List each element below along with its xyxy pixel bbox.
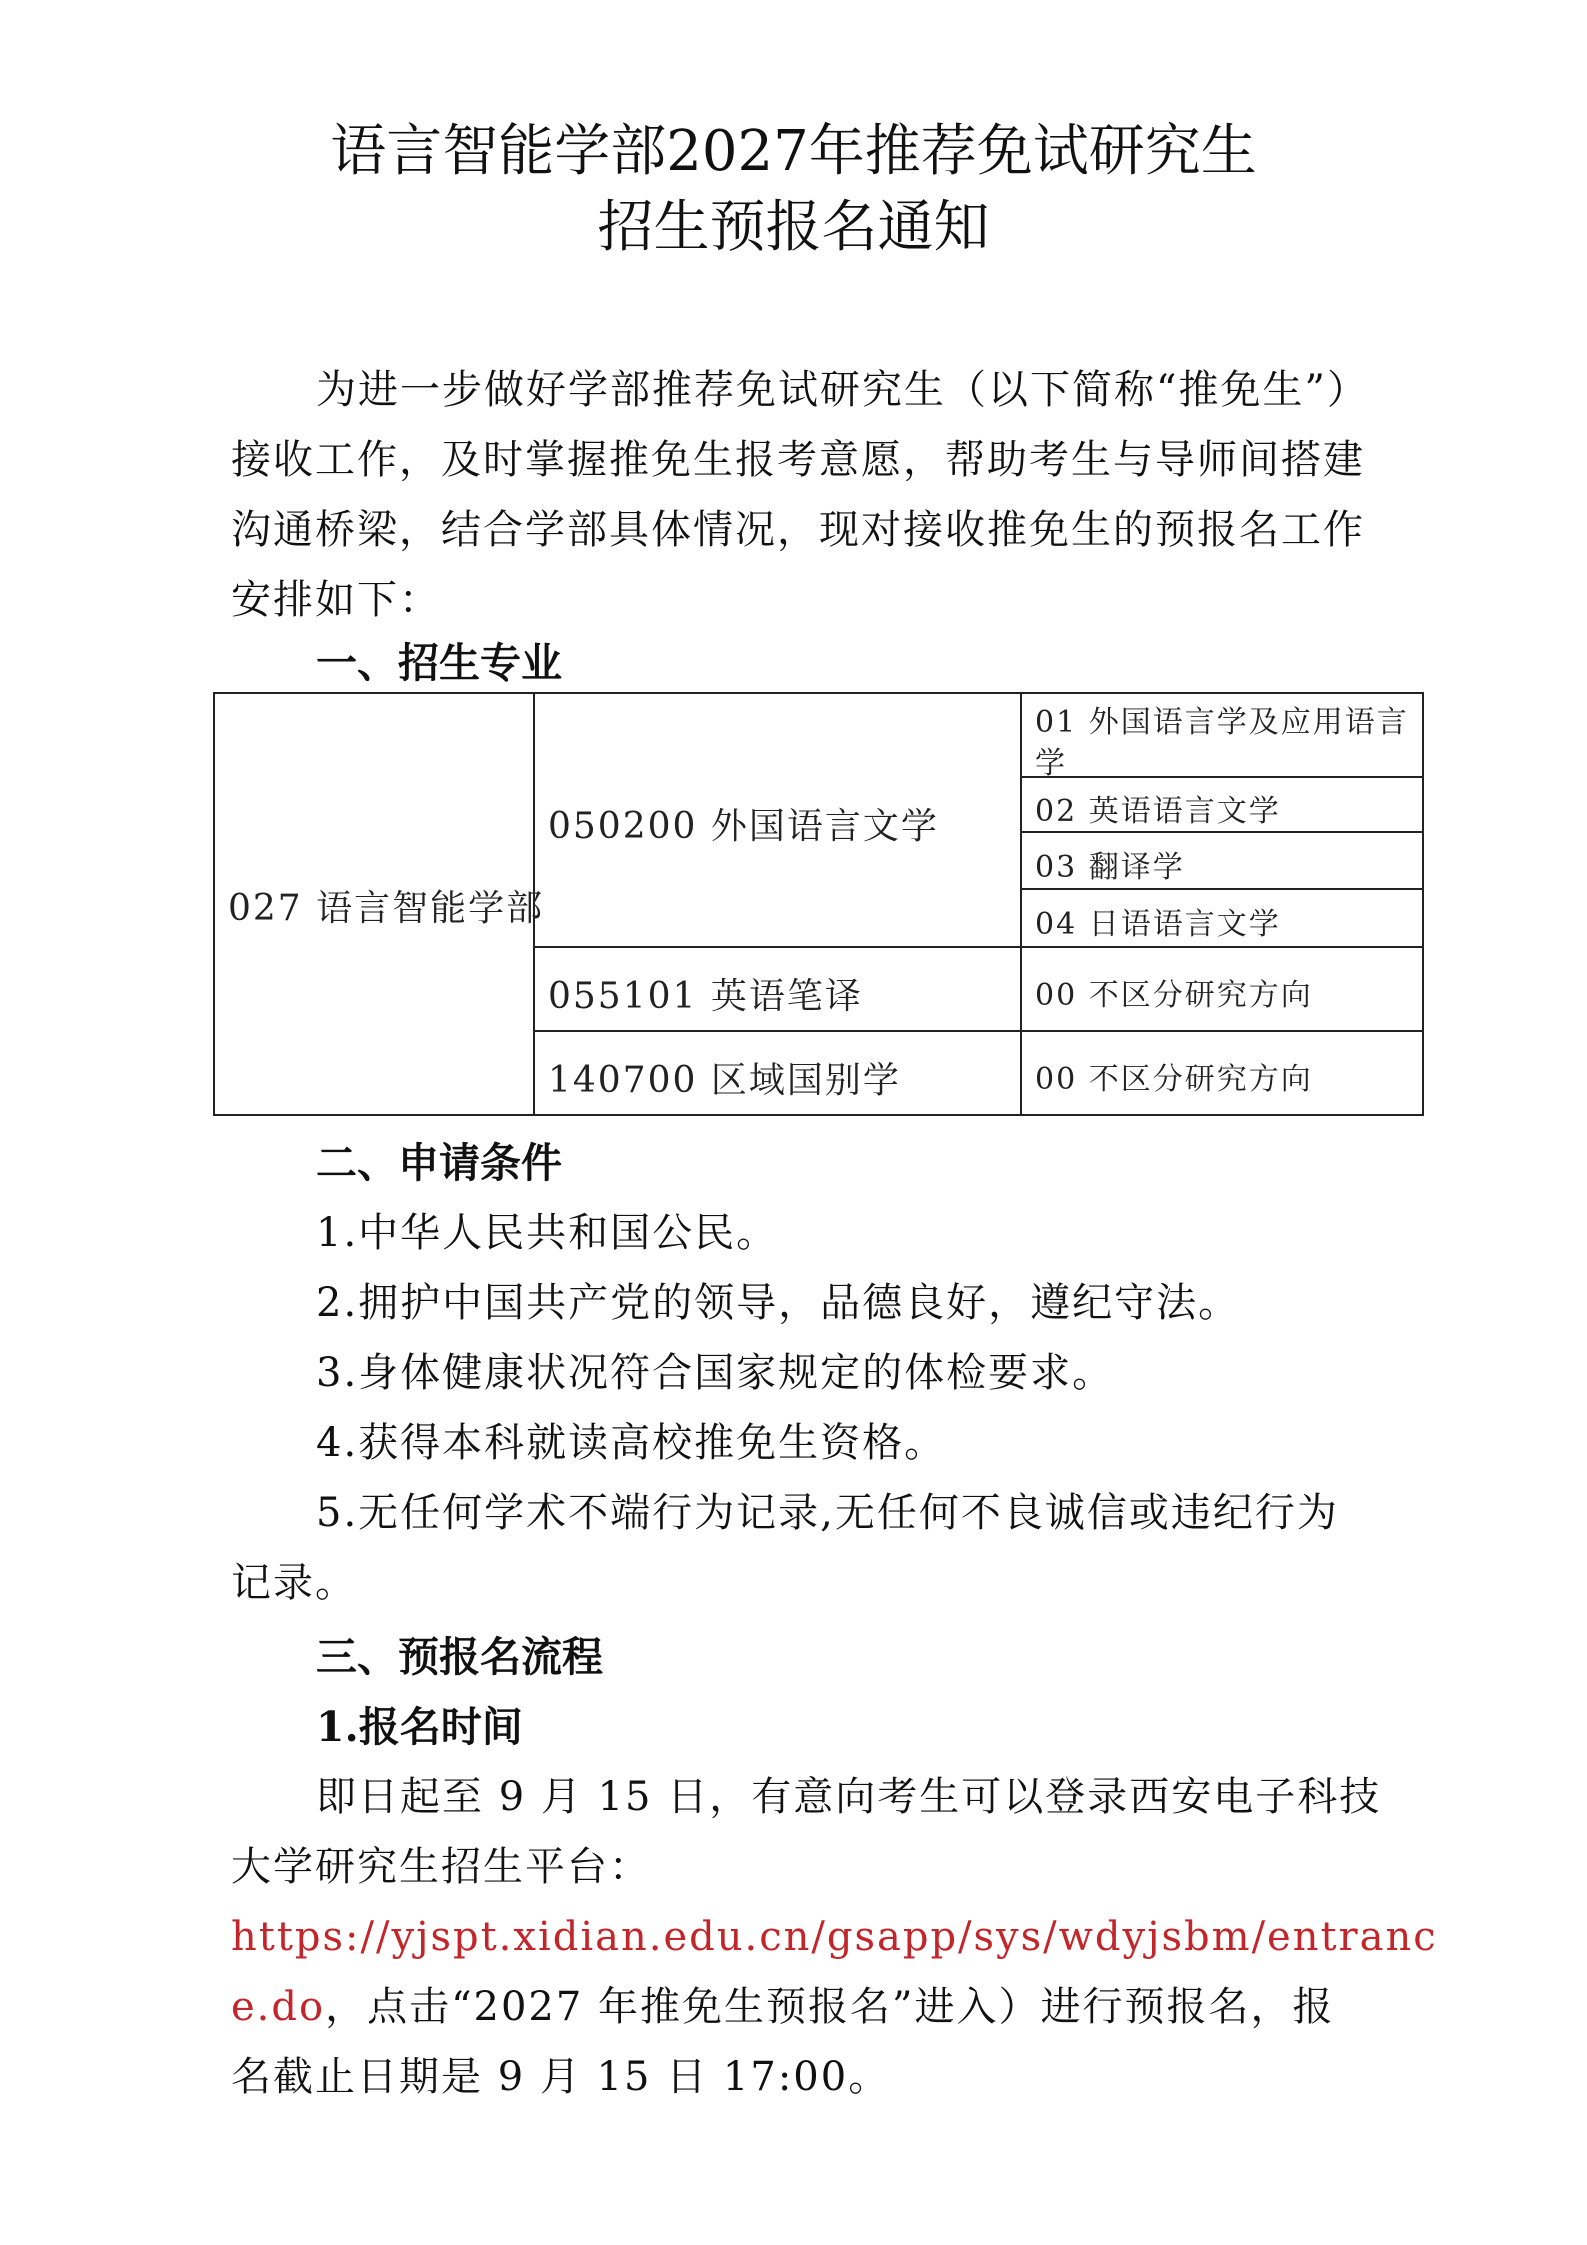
registration-url-link-end[interactable]: e.do [231, 1984, 326, 2030]
direction-label: 01 外国语言学及应用语言 [1035, 705, 1409, 740]
section-heading-conditions: 二、申请条件 [316, 1139, 562, 1187]
direction-label-continued: 学 [1035, 746, 1067, 781]
section-heading-process: 三、预报名流程 [316, 1633, 603, 1681]
condition-item-continued: 记录。 [231, 1560, 357, 1606]
notice-title-line1: 语言智能学部2027年推荐免试研究生 [330, 119, 1257, 184]
condition-item: 3.身体健康状况符合国家规定的体检要求。 [316, 1350, 1115, 1396]
direction-label: 00 不区分研究方向 [1035, 978, 1313, 1013]
condition-item: 1.中华人民共和国公民。 [316, 1210, 779, 1256]
intro-line: 接收工作，及时掌握推免生报考意愿，帮助考生与导师间搭建 [231, 437, 1365, 483]
major-label: 140700 区域国别学 [548, 1060, 901, 1101]
direction-label: 02 英语语言文学 [1035, 794, 1281, 829]
intro-line: 沟通桥梁，结合学部具体情况，现对接收推免生的预报名工作 [231, 507, 1365, 553]
major-label: 055101 英语笔译 [548, 976, 863, 1017]
direction-label: 00 不区分研究方向 [1035, 1062, 1313, 1097]
direction-label: 03 翻译学 [1035, 850, 1185, 885]
major-label: 050200 外国语言文学 [548, 806, 939, 847]
registration-line: 名截止日期是 9 月 15 日 17:00。 [231, 2054, 891, 2100]
condition-item: 2.拥护中国共产党的领导，品德良好，遵纪守法。 [316, 1280, 1241, 1326]
intro-paragraph [231, 355, 1369, 635]
registration-line: 大学研究生招生平台： [231, 1844, 651, 1890]
notice-title-line2: 招生预报名通知 [597, 195, 990, 260]
registration-url-link[interactable]: https://yjspt.xidian.edu.cn/gsapp/sys/wdyjsbm/entranc [231, 1914, 1438, 1960]
registration-line: 即日起至 9 月 15 日，有意向考生可以登录西安电子科技 [316, 1774, 1382, 1820]
registration-paragraph [231, 1762, 1438, 2112]
subheading-registration-time: 1.报名时间 [316, 1703, 523, 1751]
condition-item: 4.获得本科就读高校推免生资格。 [316, 1420, 947, 1466]
intro-line: 安排如下： [231, 577, 441, 623]
section-heading-majors: 一、招生专业 [316, 639, 562, 687]
department-label: 027 语言智能学部 [228, 888, 545, 929]
registration-line: ，点击“2027 年推免生预报名”进入）进行预报名，报 [325, 1984, 1335, 2030]
condition-item: 5.无任何学术不端行为记录,无任何不良诚信或违纪行为 [316, 1490, 1339, 1536]
direction-label: 04 日语语言文学 [1035, 907, 1281, 942]
intro-line: 为进一步做好学部推荐免试研究生（以下简称“推免生”） [316, 367, 1369, 413]
